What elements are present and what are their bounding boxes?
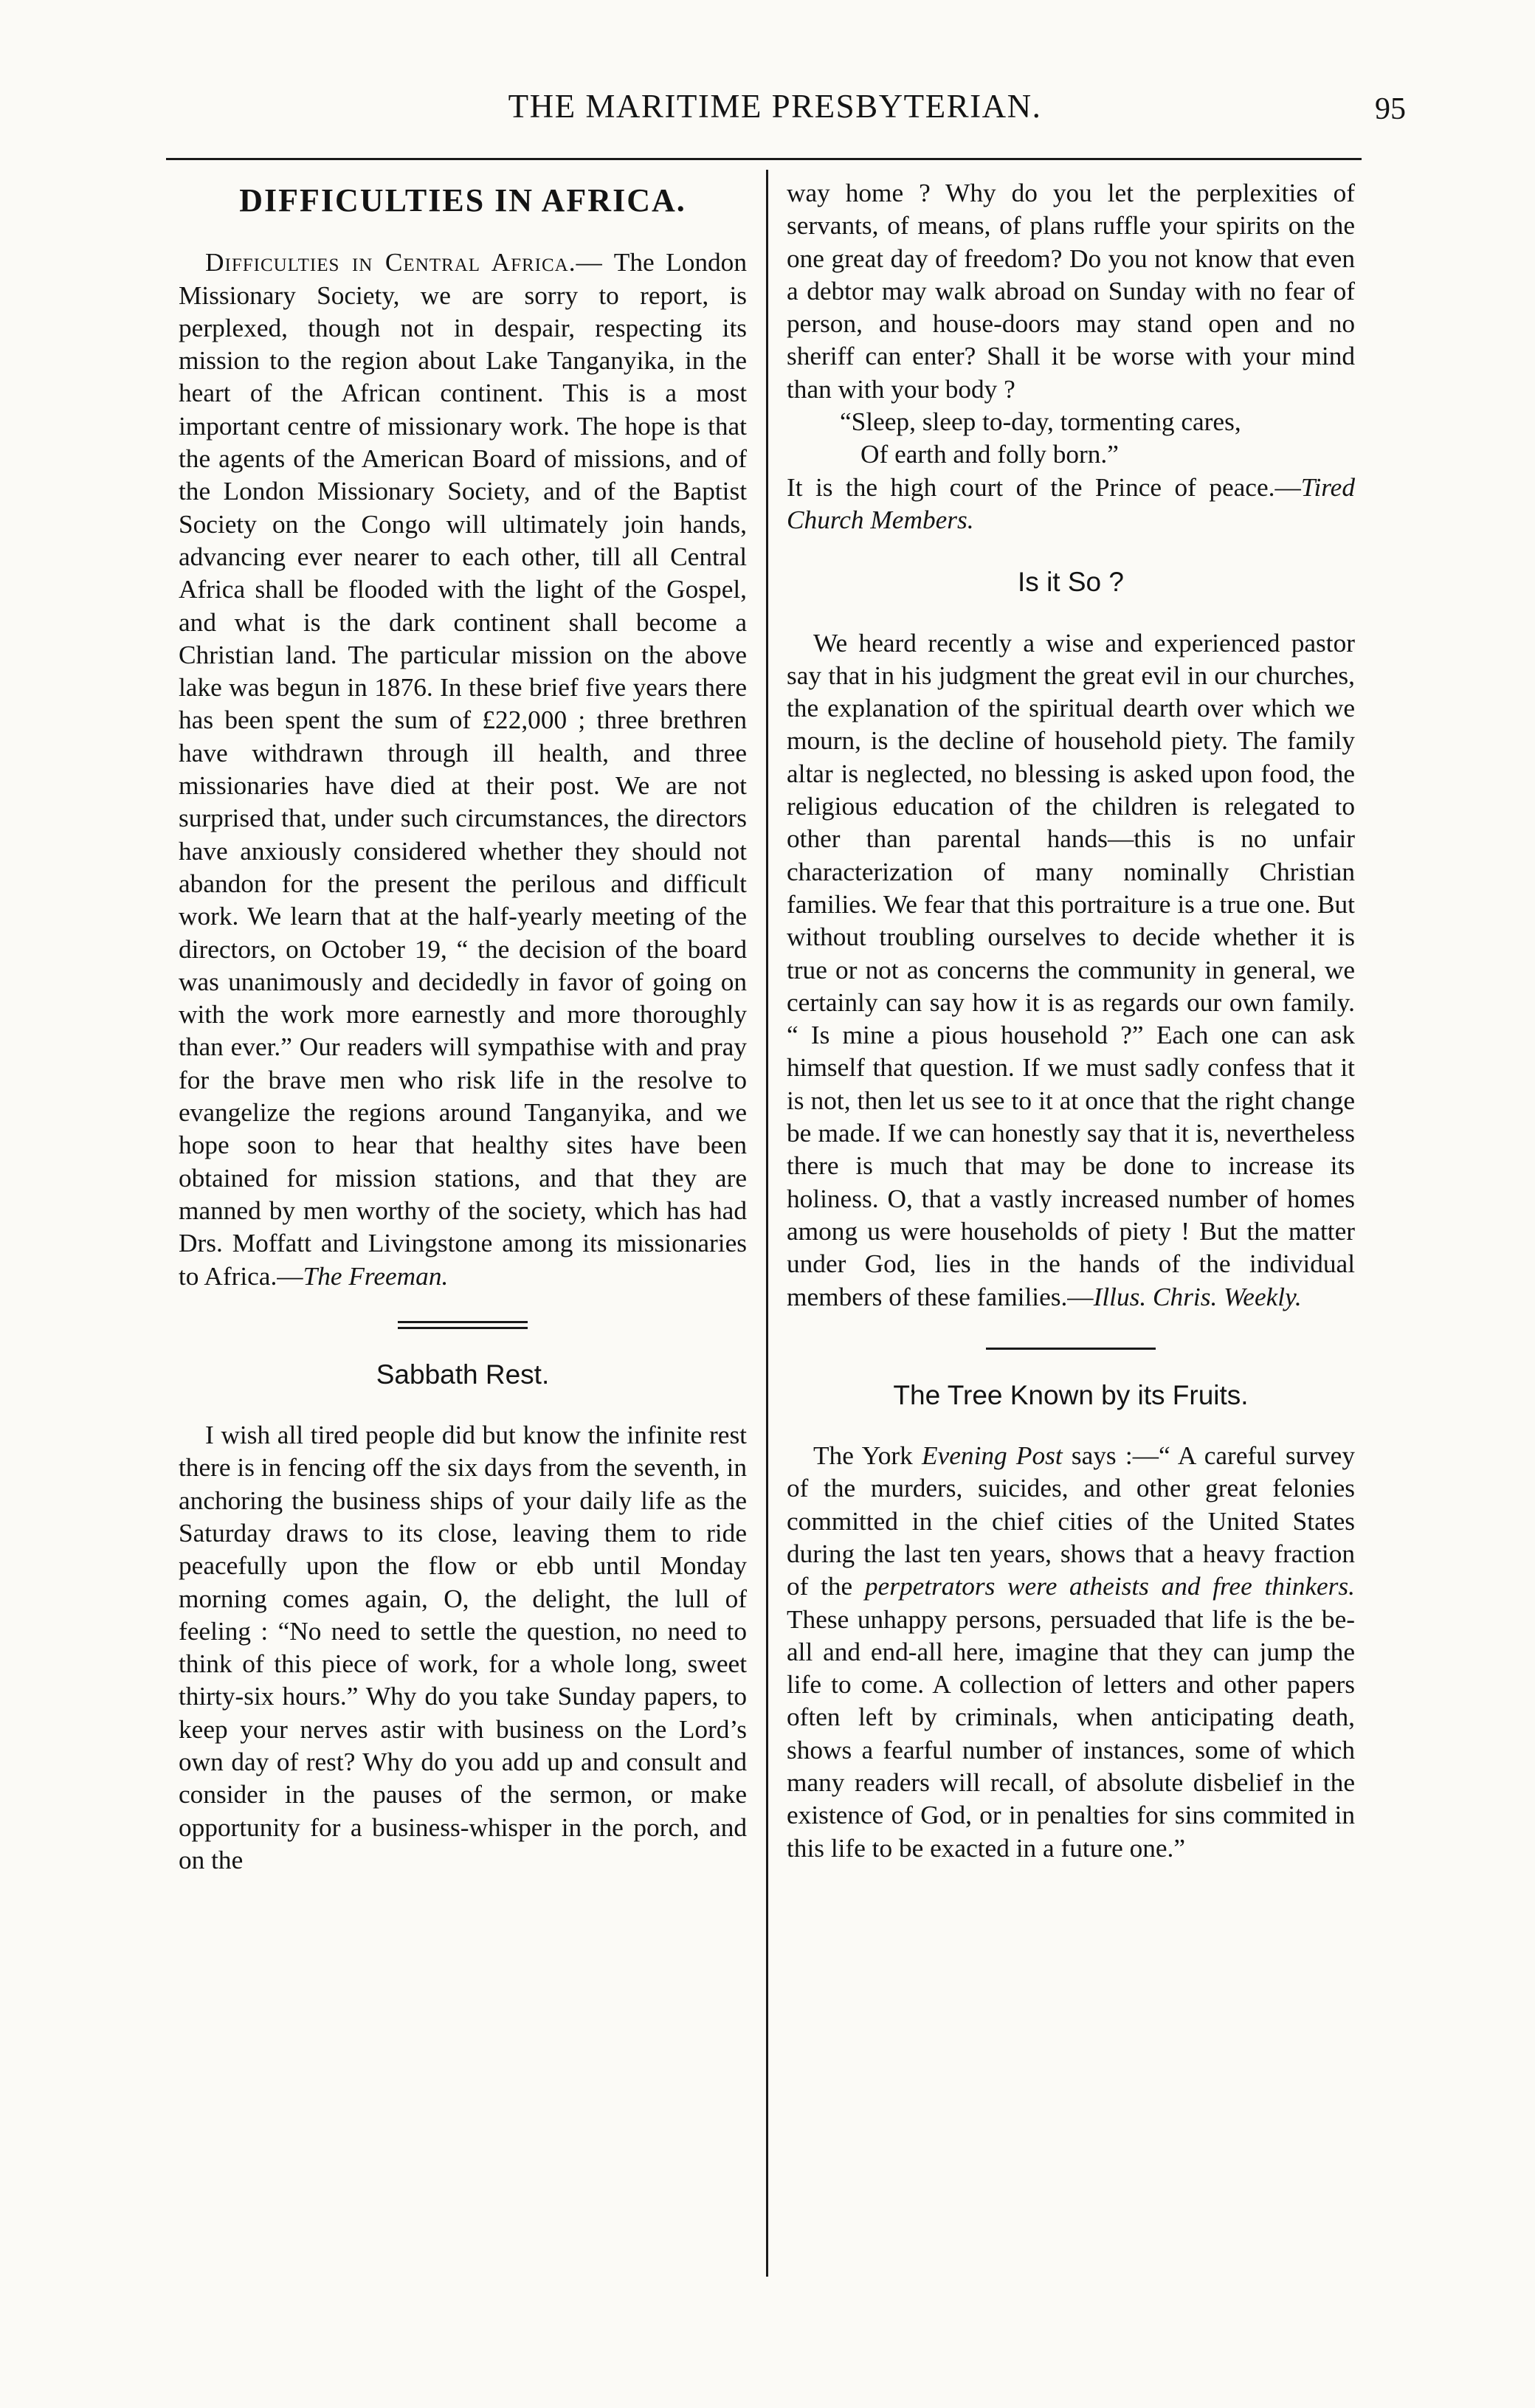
newspaper-name: Evening Post xyxy=(922,1441,1063,1471)
article-heading-difficulties: DIFFICULTIES IN AFRICA. xyxy=(239,182,686,218)
body-text: says :—“ A careful survey of the murders, suicides, and other great felonies committed in the chief cities of the United States during the last ten years, shows that a heavy fraction of the xyxy=(787,1441,1355,1601)
running-title: THE MARITIME PRESBYTERIAN. xyxy=(508,88,1042,125)
emphasis-text: perpetrators were atheists and free thinkers. xyxy=(864,1572,1355,1601)
lead-in: Difficulties in Central Africa.— xyxy=(205,248,603,277)
section-divider xyxy=(986,1348,1156,1350)
column-divider xyxy=(766,170,768,2277)
verse-quote xyxy=(787,406,1355,472)
article-body-difficulties xyxy=(179,246,747,1293)
right-column xyxy=(787,177,1355,1865)
article-continuation: way home ? Why do you let the perplexities of servants, of means, of plans ruffle your spirits on the one great day of freedom? Do you not know that even a debtor may walk abroad on Sunday with no fear of person, and house-doors may stand open and no sheriff can enter? Shall it be worse with your mind than with your body ? xyxy=(787,179,1355,404)
article-body-tree xyxy=(787,1440,1355,1865)
left-column xyxy=(179,177,747,1877)
verse-line: Of earth and folly born.” xyxy=(860,440,1119,469)
article-heading-sabbath: Sabbath Rest. xyxy=(376,1359,550,1390)
source-credit: Tired Church Members. xyxy=(787,472,1355,534)
source-credit: The Freeman. xyxy=(303,1261,449,1291)
page-number: 95 xyxy=(1375,92,1406,126)
article-body-sabbath: I wish all tired people did but know the infinite rest there is in fencing off the six days from the seventh, in anchoring the business ships of your daily life as the Saturday draws to its close, leaving them to ride peacefully upon the flow or ebb until Monday morning comes again, O, the delight, the lull of feeling : “No need to settle the question, no need to think of this piece of work, for a whole long, sweet thirty-six hours.” Why do you take Sunday papers, to keep your nerves astir with business on the Lord’s own day of rest? Why do you add up and consult and consider in the pauses of the sermon, or make opportunity for a business-whisper in the porch, and on the xyxy=(179,1421,747,1874)
body-text: We heard recently a wise and experienced pastor say that in his judgment the great evil in our churches, the explanation of the spiritual dearth over which we mourn, is the decline of household piety. The family altar is neglected, no blessing is asked upon food, the religious education of the children is relegated to other than parental hands—this is no unfair characterization of many nominally Christian families. We fear that this portraiture is a true one. But without troubling ourselves to decide whether it is true or not as concerns the community in general, we certainly can say how it is as regards our own family. “ Is mine a pious household ?” Each one can ask himself that question. If we must sadly confess that it is not, then let us see to it at once that the right change be made. If we can honestly say that it is, nevertheless there is much that may be done to increase its holiness. O, that a vastly increased number of homes among us were households of piety ! But the matter under God, lies in the hands of the individual members of these families.— xyxy=(787,628,1355,1311)
article-heading-tree: The Tree Known by its Fruits. xyxy=(893,1379,1249,1410)
body-text: The York xyxy=(813,1441,922,1471)
header-rule xyxy=(166,158,1362,160)
article-heading-is-it-so: Is it So ? xyxy=(1018,567,1124,598)
body-text: These unhappy persons, persuaded that life is the be-all and end-all here, imagine that they can jump the life to come. A collection of letters and other papers often left by criminals, when anticipating death, shows a fearful number of instances, some of which many readers will recall, of absolute disbelief in the existence of God, or in penalties for sins commited in this life to be exacted in a future one.” xyxy=(787,1604,1355,1863)
body-text: The London Missionary Society, we are sorry to report, is perplexed, though not in despair, respecting its mission to the region about Lake Tanganyika, in the heart of the African continent. This is a most important centre of missionary work. The hope is that the agents of the American Board of missions, and of the London Missionary Society, and of the Baptist Society on the Congo will ultimately join hands, advancing ever nearer to each other, till all Central Africa shall be flooded with the light of the Gospel, and what is the dark continent shall become a Christian land. The particular mission on the above lake was begun in 1876. In these brief five years there has been spent the sum of £22,000 ; three brethren have withdrawn through ill health, and three missionaries have died at their post. We are not surprised that, under such circumstances, the directors have anxiously considered whether they should not abandon for the present the perilous and difficult work. We learn that at the half-yearly meeting of the directors, on October 19, “ the decision of the board was unanimously and decidedly in favor of going on with the work more earnestly and more thoroughly than ever.” Our readers will sympathise with and pray for the brave men who risk life in the resolve to evangelize the regions around Tanganyika, and we hope soon to hear that healthy sites have been obtained for mission stations, and that they are manned by men worthy of the society, which has had Drs. Moffatt and Livingstone among its missionaries to Africa.— xyxy=(179,248,747,1291)
closing-line xyxy=(787,472,1355,537)
article-body-is-it-so xyxy=(787,627,1355,1314)
verse-line: “Sleep, sleep to-day, tormenting cares, xyxy=(840,407,1241,437)
closing-text: It is the high court of the Prince of peace.— xyxy=(787,472,1301,502)
running-header xyxy=(170,87,1406,139)
source-credit: Illus. Chris. Weekly. xyxy=(1093,1282,1302,1311)
section-divider xyxy=(398,1321,528,1329)
